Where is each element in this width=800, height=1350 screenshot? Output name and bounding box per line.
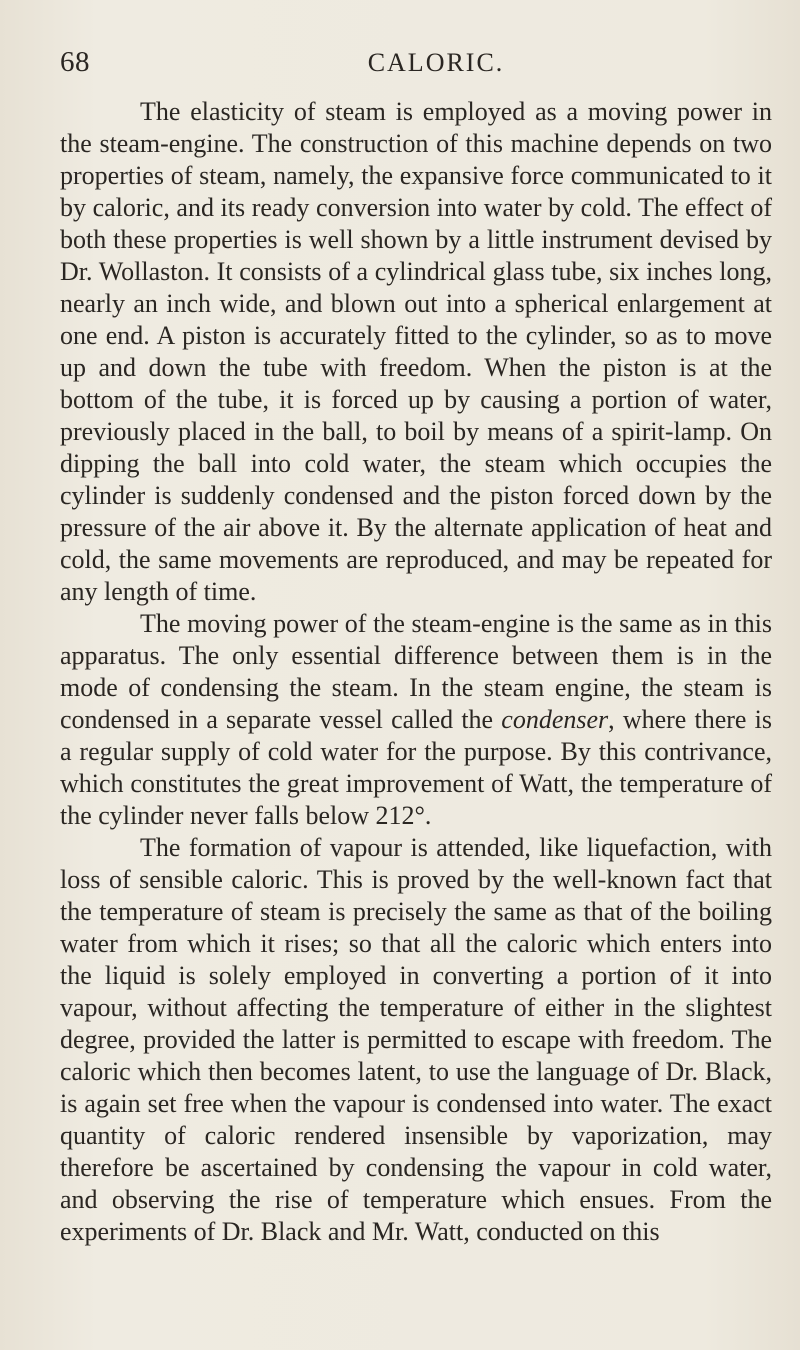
paragraph-condenser-emphasis: condenser bbox=[501, 705, 609, 734]
paragraph-condenser bbox=[60, 608, 772, 832]
running-head bbox=[60, 46, 772, 86]
paragraph-condenser-text-after: , where there is a regular supply of cold water for the purpose. By this contrivance, which constitutes the great improvement of Watt, the temperature of the cylinder never falls below 212°. bbox=[60, 705, 772, 830]
paragraph-latent-caloric: The formation of vapour is attended, like liquefaction, with loss of sensible caloric. This is proved by the well-known fact that the temperature of steam is precisely the same as that of the boiling water from which it rises; so that all the caloric which enters into the liquid is solely employed in converting a portion of it into vapour, without affecting the temperature of either in the slightest degree, provided the latter is permitted to escape with freedom. The caloric which then becomes latent, to use the language of Dr. Black, is again set free when the vapour is condensed into water. The exact quantity of caloric rendered insensible by vaporization, may therefore be ascertained by condensing the vapour in cold water, and observing the rise of temperature which ensues. From the experiments of Dr. Black and Mr. Watt, conducted on this bbox=[60, 833, 772, 1246]
running-title: CALORIC. bbox=[367, 48, 505, 77]
body-text bbox=[60, 96, 772, 1248]
paragraph-steam-engine-principle: The elasticity of steam is employed as a moving power in the steam-engine. The construction of this machine depends on two properties of steam, namely, the expansive force communicated to it by caloric, and its ready conversion into water by cold. The effect of both these properties is well shown by a little instrument devised by Dr. Wollaston. It consists of a cylindrical glass tube, six inches long, nearly an inch wide, and blown out into a spherical enlargement at one end. A piston is accurately fitted to the cylinder, so as to move up and down the tube with freedom. When the piston is at the bottom of the tube, it is forced up by causing a portion of water, previously placed in the ball, to boil by means of a spirit-lamp. On dipping the ball into cold water, the steam which occupies the cylinder is suddenly condensed and the piston forced down by the pressure of the air above it. By the alternate application of heat and cold, the same movements are reproduced, and may be repeated for any length of time. bbox=[60, 97, 772, 606]
page-number: 68 bbox=[60, 46, 90, 78]
paragraph-condenser-text-before: The moving power of the steam-engine is the same as in this apparatus. The only essential difference between them is in the mode of condensing the steam. In the steam engine, the steam is condensed in a separate vessel called the bbox=[60, 609, 772, 734]
